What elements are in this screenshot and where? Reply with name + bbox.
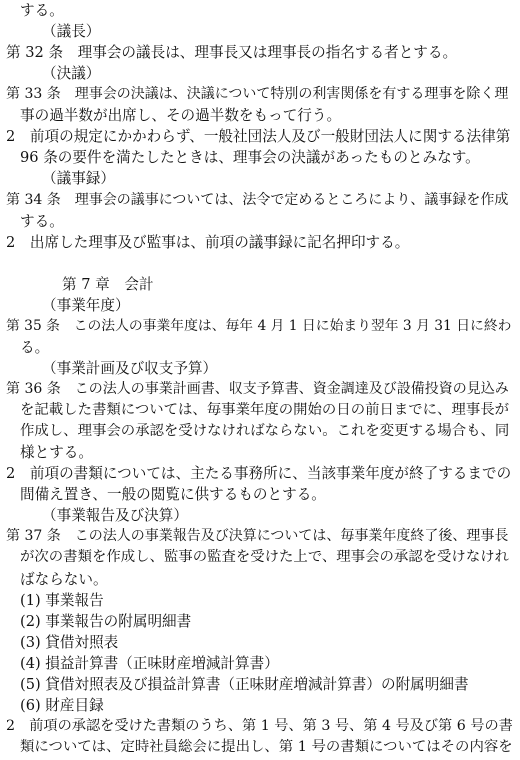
text-line: する。 [20,212,64,230]
list-item: (4) 損益計算書（正味財産増減計算書） [20,654,279,672]
list-item: (1) 事業報告 [20,591,104,609]
article-36: 第 36 条 この法人の事業計画書、収支予算書、資金調達及び設備投資の見込み [6,381,509,397]
paragraph-2: 2 出席した理事及び監事は、前項の議事録に記名押印する。 [6,233,410,251]
article-32: 第 32 条 理事会の議長は、理事長又は理事長の指名する者とする。 [6,44,458,62]
article-34: 第 34 条 理事会の議事については、法令で定めるところにより、議事録を作成 [6,191,509,208]
text-line: ばならない。 [20,570,108,588]
text-line: 様とする。 [20,444,93,462]
list-item: (6) 財産目録 [20,696,104,714]
paragraph-2: 2 前項の書類については、主たる事務所に、当該事業年度が終了するまでの [6,465,512,483]
section-caption-chair: （議長） [42,23,101,41]
section-caption-fiscal-year: （事業年度） [42,296,130,314]
paragraph-2: 2 前項の承認を受けた書類のうち、第 1 号、第 3 号、第 4 号及び第 6 号の書 [6,717,513,734]
section-caption-resolution: （決議） [42,65,101,83]
text-line: 96 条の要件を満たしたときは、理事会の決議があったものとみなす。 [20,149,480,167]
section-caption-plan-budget: （事業計画及び収支予算） [42,359,218,377]
list-item: (2) 事業報告の附属明細書 [20,612,192,630]
text-line: する。 [20,2,64,19]
paragraph-2: 2 前項の規定にかかわらず、一般社団法人及び一般財団法人に関する法律第 [6,128,511,146]
text-line: 事の過半数が出席し、その過半数をもって行う。 [20,107,342,125]
list-item: (5) 貸借対照表及び損益計算書（正味財産増減計算書）の附属明細書 [20,675,469,693]
chapter-heading: 第 7 章 会計 [62,275,154,293]
text-line: る。 [20,338,50,356]
text-line: 類については、定時社員総会に提出し、第 1 号の書類についてはその内容を [20,738,513,755]
text-line: 間備え置き、一般の閲覧に供するものとする。 [20,486,326,504]
section-caption-minutes: （議事録） [42,170,115,188]
article-37: 第 37 条 この法人の事業報告及び決算については、毎事業年度終了後、理事長 [6,528,509,545]
text-line: が次の書類を作成し、監事の監査を受けた上で、理事会の承認を受けなけれ [20,549,509,566]
article-33: 第 33 条 理事会の決議は、決議について特別の利害関係を有する理事を除く理 [6,86,509,103]
text-line: を記載した書類については、毎事業年度の開始の日の前日までに、理事長が [20,402,509,419]
text-line: 作成し、理事会の承認を受けなければならない。これを変更する場合も、同 [20,423,510,440]
article-35: 第 35 条 この法人の事業年度は、毎年 4 月 1 日に始まり翌年 3 月 31 日に終わ [6,317,512,334]
list-item: (3) 貸借対照表 [20,633,119,651]
section-caption-report-settlement: （事業報告及び決算） [42,507,188,525]
